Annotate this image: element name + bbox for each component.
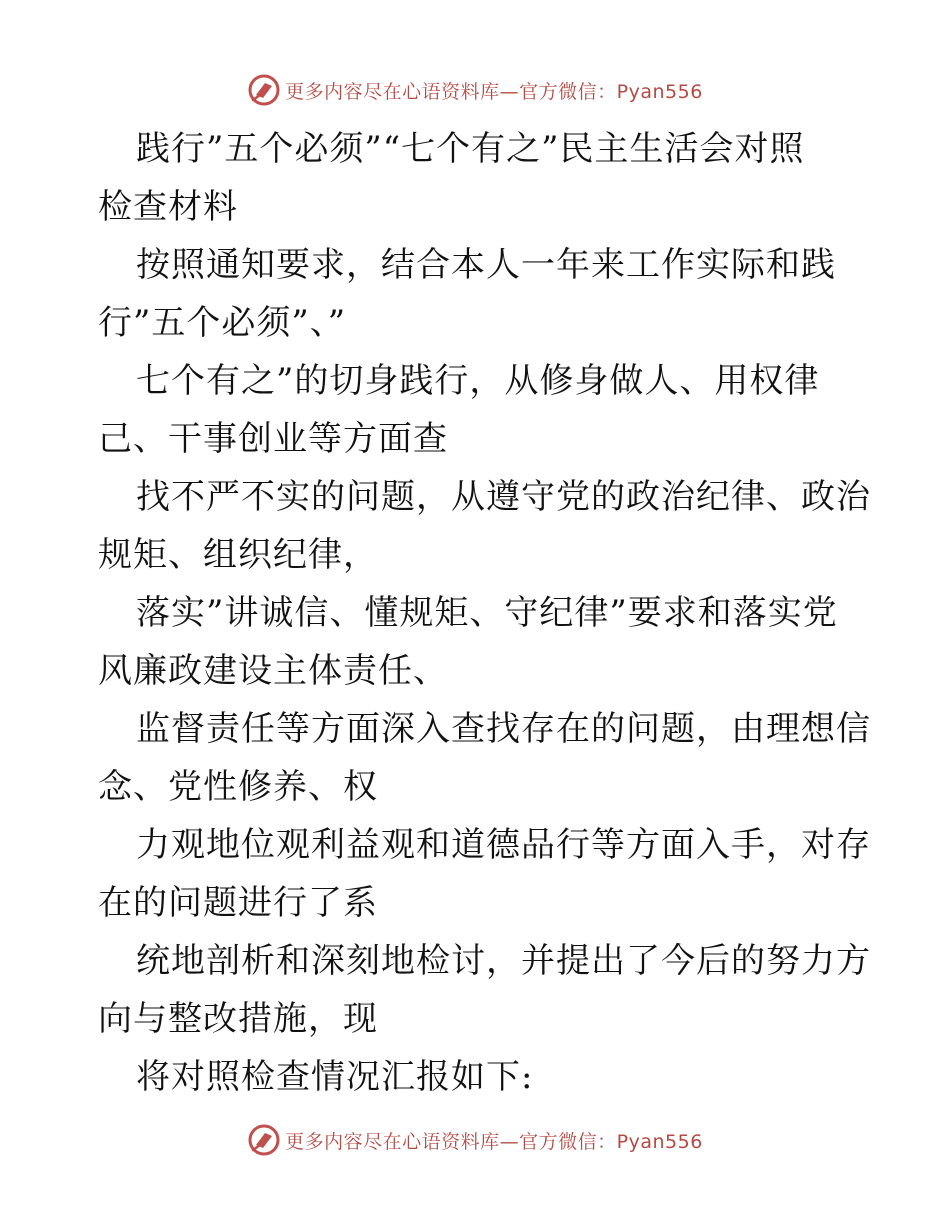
paragraph-line: 己、干事创业等方面查 (98, 419, 448, 459)
paragraph-6 (98, 700, 871, 816)
paragraph-line: 风廉政建设主体责任、 (98, 651, 448, 691)
paragraph-line: 按照通知要求，结合本人一年来工作实际和践 (136, 245, 836, 285)
red-seal-logo-icon (247, 1123, 281, 1157)
paragraph-5 (98, 584, 858, 700)
paragraph-1 (98, 120, 858, 236)
paragraph-7 (98, 816, 871, 932)
paragraph-line: 念、党性修养、权 (98, 767, 378, 807)
paragraph-4 (98, 468, 871, 584)
watermark-text: 更多内容尽在心语资料库—官方微信：Pyan556 (285, 1130, 703, 1153)
header-watermark (0, 70, 950, 110)
red-seal-logo-icon (247, 73, 281, 107)
paragraph-line: 向与整改措施，现 (98, 999, 378, 1039)
paragraph-8 (98, 932, 871, 1048)
paragraph-line: 践行”五个必须”“七个有之”民主生活会对照 (136, 129, 805, 169)
paragraph-2 (98, 236, 858, 352)
document-body (98, 120, 871, 1106)
paragraph-line: 检查材料 (98, 187, 238, 227)
paragraph-line: 在的问题进行了系 (98, 883, 378, 923)
paragraph-line: 七个有之”的切身践行，从修身做人、用权律 (136, 361, 820, 401)
paragraph-line: 找不严不实的问题，从遵守党的政治纪律、政治 (136, 477, 871, 517)
paragraph-line: 统地剖析和深刻地检讨，并提出了今后的努力方 (136, 941, 871, 981)
paragraph-9 (98, 1048, 858, 1106)
paragraph-3 (98, 352, 858, 468)
paragraph-line: 监督责任等方面深入查找存在的问题，由理想信 (136, 709, 871, 749)
paragraph-line: 力观地位观利益观和道德品行等方面入手，对存 (136, 825, 871, 865)
paragraph-line: 规矩、组织纪律， (98, 535, 378, 575)
watermark-text: 更多内容尽在心语资料库—官方微信：Pyan556 (285, 80, 703, 103)
paragraph-line: 将对照检查情况汇报如下: (136, 1057, 534, 1097)
footer-watermark (0, 1120, 950, 1160)
paragraph-line: 落实”讲诚信、懂规矩、守纪律”要求和落实党 (136, 593, 838, 633)
paragraph-line: 行”五个必须”、” (98, 303, 347, 343)
